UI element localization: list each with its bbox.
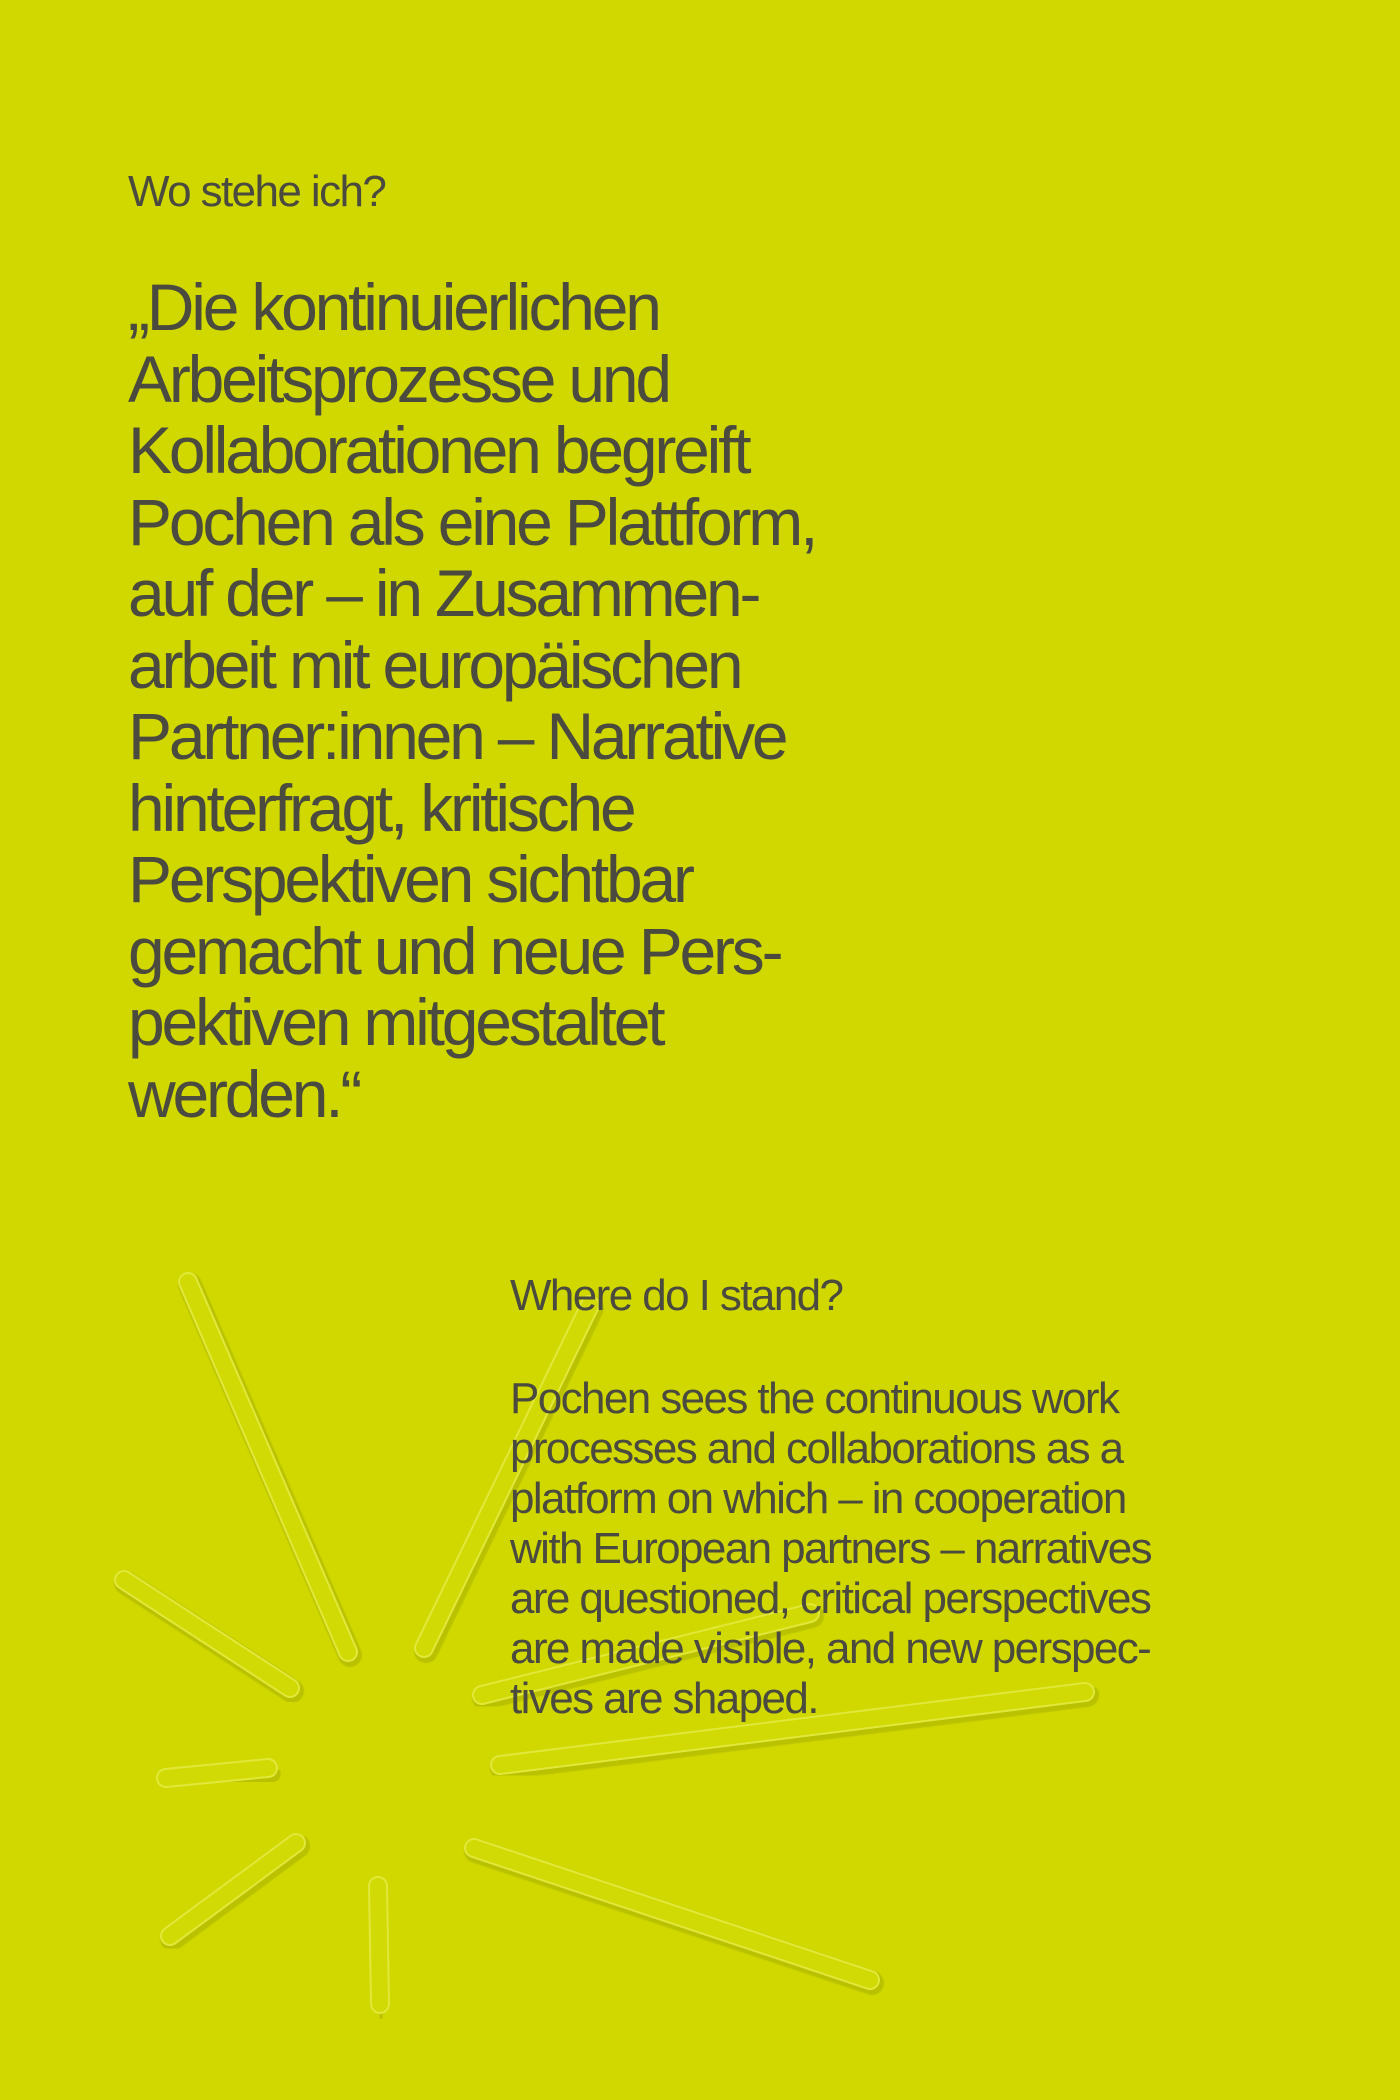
starburst-ray	[170, 1843, 298, 1939]
starburst-ray	[474, 1848, 872, 1983]
german-quote-line: arbeit mit europäischen	[128, 627, 741, 702]
english-heading: Where do I stand?	[510, 1271, 843, 1320]
german-quote-line: Pochen als eine Plattform,	[128, 484, 816, 559]
german-quote-line: werden.“	[128, 1056, 360, 1131]
english-body-line: platform on which – in cooperation	[510, 1474, 1126, 1523]
german-quote-line: Kollaborationen begreift	[128, 413, 749, 487]
starburst-ray	[124, 1580, 292, 1691]
english-body-line: are made visible, and new perspec-	[510, 1624, 1151, 1673]
english-body-line: Pochen sees the continuous work	[510, 1374, 1119, 1423]
english-body-line: processes and collaborations as a	[510, 1424, 1123, 1473]
starburst-ray	[378, 1886, 382, 2007]
german-quote	[128, 272, 988, 1130]
german-quote-line: auf der – in Zusammen-	[128, 556, 759, 630]
german-heading: Wo stehe ich?	[128, 167, 386, 216]
german-quote-line: Perspektiven sichtbar	[128, 842, 692, 916]
german-quote-line: Arbeitsprozesse und	[128, 341, 669, 416]
german-quote-line: hinterfragt, kritische	[128, 770, 634, 845]
english-body-line: tives are shaped.	[510, 1674, 818, 1723]
english-body-line: are questioned, critical perspectives	[510, 1574, 1151, 1623]
german-quote-line: Partner:innen – Narrative	[128, 699, 786, 773]
starburst-ray	[166, 1768, 270, 1781]
german-quote-line: gemacht und neue Pers-	[128, 913, 781, 988]
english-body	[510, 1374, 1330, 1724]
starburst-ray	[188, 1282, 350, 1655]
english-body-line: with European partners – narratives	[510, 1524, 1152, 1573]
german-quote-line: pektiven mitgestaltet	[128, 985, 663, 1059]
german-quote-line: „Die kontinuierlichen	[128, 270, 659, 344]
